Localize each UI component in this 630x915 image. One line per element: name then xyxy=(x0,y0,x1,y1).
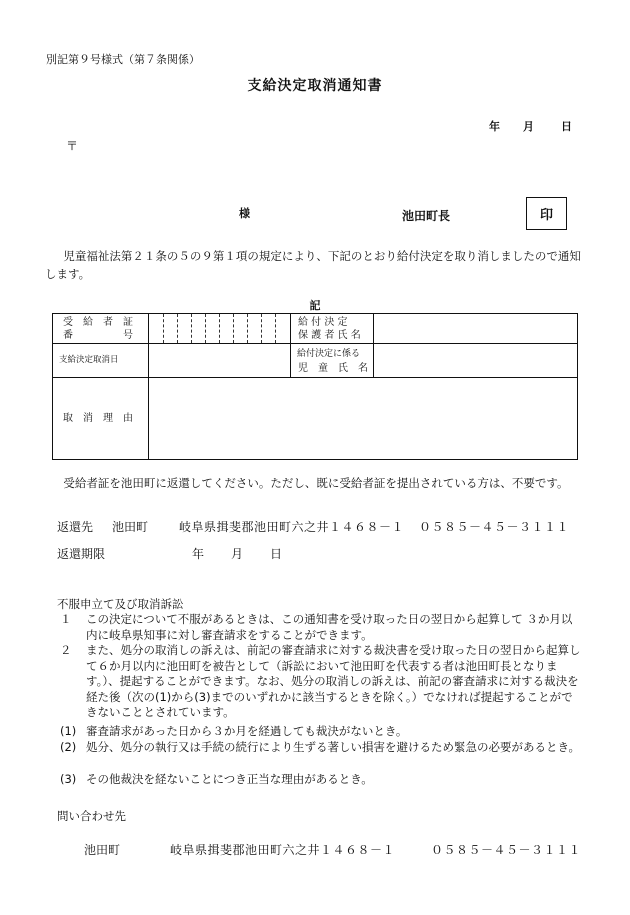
table-rule xyxy=(290,314,291,377)
digit-divider xyxy=(163,314,164,343)
return-destination-town: 池田町 xyxy=(112,520,149,534)
appeal-subitem-number: (2) xyxy=(60,740,77,754)
guardian-label-1: 給 付 決 定 xyxy=(298,317,348,328)
inquiry-town: 池田町 xyxy=(84,843,121,857)
info-table xyxy=(52,313,578,460)
appeal-subitem-text: その他裁決を経ないことにつき正当な理由があるとき。 xyxy=(86,772,373,786)
return-deadline-year: 年 xyxy=(192,547,205,561)
intro-paragraph: 児童福祉法第２１条の５の９第１項の規定により、下記のとおり給付決定を取り消しましたので通知します。 xyxy=(45,249,581,281)
appeal-subitem-number: (1) xyxy=(60,724,77,738)
appeal-item-number: １ xyxy=(60,612,72,626)
form-number-label: 別記第９号様式（第７条関係） xyxy=(46,53,200,66)
sender-name: 池田町長 xyxy=(402,209,451,223)
return-destination-address: 岐阜県揖斐郡池田町六之井１４６８－１ xyxy=(179,520,405,534)
cancel-reason-value xyxy=(149,378,577,459)
digit-divider xyxy=(219,314,220,343)
appeal-subitem-text: 処分、処分の執行又は手続の続行により生ずる著しい損害を避けるため緊急の必要があるとき。 xyxy=(86,740,581,754)
child-label-2: 児 童 氏 名 xyxy=(298,363,368,374)
digit-divider xyxy=(261,314,262,343)
return-deadline-label: 返還期限 xyxy=(57,547,106,561)
return-destination-phone: ０５８５－４５－３１１１ xyxy=(419,520,570,534)
child-name-value xyxy=(374,344,577,377)
appeal-item-text: また、処分の取消しの訴えは、前記の審査請求に対する裁決書を受け取った日の翌日から起算して６か月以内に池田町を被告として（訴訟において池田町を代表する者は池田町長となります。）、提起することができます。なお、処分の取消しの訴えは、前記の審査請求に対する裁決を経た後（次の(1)から(3)までのいずれかに該当するときを除く。）でなければ提起することができないこととされています。 xyxy=(86,643,581,719)
return-deadline-month: 月 xyxy=(231,547,244,561)
inquiry-address: 岐阜県揖斐郡池田町六之井１４６８－１ xyxy=(170,843,396,857)
ki-label: 記 xyxy=(309,299,321,312)
guardian-label-2: 保 護 者 氏 名 xyxy=(298,330,361,341)
return-destination-label: 返還先 xyxy=(57,520,94,534)
digit-divider xyxy=(191,314,192,343)
seal-box xyxy=(526,197,567,230)
postal-mark: 〒 xyxy=(66,139,79,153)
guardian-name-value xyxy=(374,314,577,343)
digit-divider xyxy=(275,314,276,343)
return-instruction: 受給者証を池田町に返還してください。ただし、既に受給者証を提出されている方は、不要です。 xyxy=(63,476,569,490)
seal-label: 印 xyxy=(539,208,553,223)
appeal-item-number: ２ xyxy=(60,643,72,657)
appeal-heading: 不服申立て及び取消訴訟 xyxy=(57,597,184,611)
return-deadline-day: 日 xyxy=(270,547,283,561)
cert-number-label-1: 受 給 者 証 xyxy=(63,317,133,328)
child-label-1: 給付決定に係る xyxy=(297,349,361,359)
recipient-honorific: 様 xyxy=(239,207,250,220)
document-title: 支給決定取消通知書 xyxy=(247,78,383,94)
date-day-label: 日 xyxy=(561,120,572,133)
inquiry-heading: 問い合わせ先 xyxy=(57,809,126,823)
digit-divider xyxy=(247,314,248,343)
cancel-date-value xyxy=(149,344,290,377)
digit-divider xyxy=(177,314,178,343)
date-month-label: 月 xyxy=(523,120,534,133)
appeal-subitem-number: (3) xyxy=(60,772,77,786)
cert-number-label-2: 番 号 xyxy=(63,330,133,341)
inquiry-phone: ０５８５－４５－３１１１ xyxy=(431,843,582,857)
appeal-subitem-text: 審査請求があった日から３か月を経過しても裁決がないとき。 xyxy=(86,724,408,738)
appeal-item-text: この決定について不服があるときは、この通知書を受け取った日の翌日から起算して ３か月以内に岐阜県知事に対し審査請求をすることができます。 xyxy=(86,612,573,642)
digit-divider xyxy=(233,314,234,343)
date-year-label: 年 xyxy=(489,120,500,133)
digit-divider xyxy=(205,314,206,343)
cancel-date-label: 支給決定取消日 xyxy=(59,355,119,365)
cancel-reason-label: 取 消 理 由 xyxy=(63,413,133,424)
